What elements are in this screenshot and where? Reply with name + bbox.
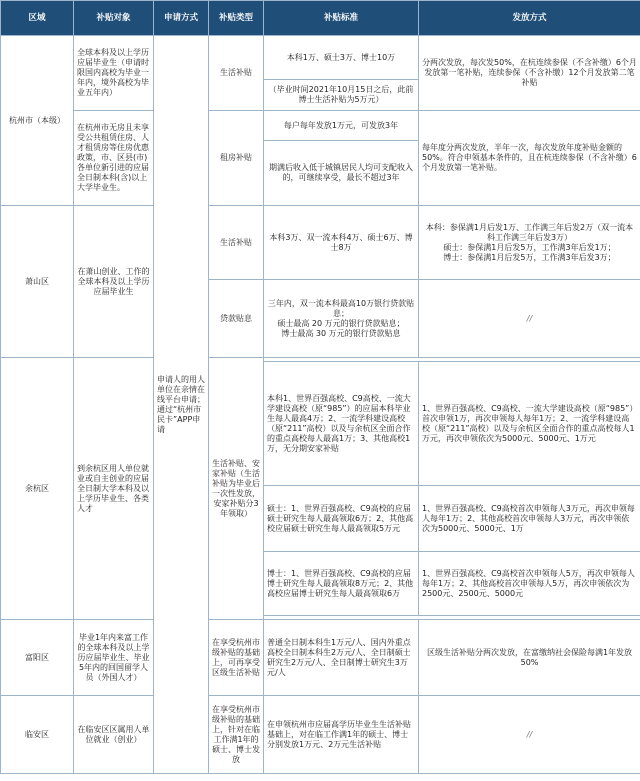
target-hangzhou-b: 在杭州市无房且未享受公共租赁住房、人才租赁房等住房优惠政策，市、区县(市)各单位新引进的应届全日制本科(含)以上大学毕业生。 <box>74 111 154 206</box>
payment-yuhang-master: 1、世界百强高校、C9高校首次申领每人3万元，再次申领每人每年1万；2、其他高校首次申领每人3万元，再次申领依次为5000元、5000元、1万 <box>419 486 640 552</box>
table-row <box>1 206 640 280</box>
target-fuyang: 毕业1年内来富工作的全球本科及以上学历应届毕业生、毕业5年内的回国留学人员（外国人才） <box>74 620 154 696</box>
standard-xiaoshan-loan-3: 博士最高 30 万元的银行贷款贴息 <box>281 328 401 338</box>
standard-xiaoshan-loan-1: 三年内，双一流本科最高10万银行贷款贴息； <box>267 298 415 318</box>
payment-xiaoshan-line-2: 硕士：参保满1月后发5万，工作满3年后发1万； <box>443 242 616 252</box>
table-row <box>1 111 640 141</box>
standard-xiaoshan-living: 本科3万、双一流本科4万、硕士6万、博士8万 <box>264 206 419 280</box>
type-xiaoshan-living: 生活补贴 <box>209 206 264 280</box>
table-row <box>1 696 640 774</box>
payment-linan: // <box>419 696 640 774</box>
type-xiaoshan-loan: 贷款贴息 <box>209 280 264 358</box>
table-row <box>1 36 640 80</box>
payment-xiaoshan-line-1: 本科：参保满1月后发1万、工作满三年后发2万（双一流本科工作满三年后发3万） <box>425 222 634 242</box>
region-hangzhou: 杭州市（本级） <box>1 36 74 206</box>
header-region: 区域 <box>1 1 74 36</box>
target-yuhang: 到余杭区用人单位就业或自主创业的应届全日制大学本科及以上学历毕业生、各类人才 <box>74 358 154 620</box>
standard-yuhang-doctor: 博士：1、世界百强高校、C9高校的应届博士研究生每人最高领取8万元；2、其他高校应届博士研究生每人最高领取6万 <box>264 552 419 616</box>
payment-xiaoshan-loan: // <box>419 280 640 358</box>
standard-xiaoshan-loan <box>264 280 419 358</box>
region-yuhang: 余杭区 <box>1 358 74 620</box>
header-standard: 补贴标准 <box>264 1 419 36</box>
region-fuyang: 富阳区 <box>1 620 74 696</box>
standard-hangzhou-rent-1: 每户每年发放1万元，可发放3年 <box>264 111 419 141</box>
standard-linan: 在申领杭州市应届高学历毕业生生活补贴基础上，对在临工作满1年的硕士、博士分别发放1万元、2万元生活补贴 <box>264 696 419 774</box>
region-xiaoshan: 萧山区 <box>1 206 74 358</box>
payment-fuyang: 区级生活补贴分两次发放，在富缴纳社会保险每满1年发放50% <box>419 620 640 696</box>
header-type: 补贴类型 <box>209 1 264 36</box>
standard-hangzhou-living-2: （毕业时间2021年10月15日之后，此前博士生活补贴为5万元） <box>264 80 419 111</box>
payment-yuhang-doctor: 1、世界百强高校、C9高校首次申领每人5万，再次申领每人每年1万；2、其他高校首次申领每人5万，再次申领依次为2500元、2500元、5000元 <box>419 552 640 616</box>
header-row <box>1 1 640 36</box>
payment-yuhang-bachelor: 1、世界百强高校、C9高校、一流大学建设高校（原“985”）首次申领1万，再次申领每人每年1万；2、一流学科建设高校（原“211”高校）以及与余杭区全面合作的重点高校每人1万元，再次申领依次为5000元、5000元、1万元 <box>419 362 640 486</box>
payment-xiaoshan-living <box>419 206 640 280</box>
type-hangzhou-living: 生活补贴 <box>209 36 264 111</box>
table-row <box>1 620 640 696</box>
target-xiaoshan: 在萧山创业、工作的全球本科及以上学历应届毕业生 <box>74 206 154 358</box>
standard-hangzhou-rent-2: 期满后收入低于城镇居民人均可支配收入的，可继续享受，最长不超过3年 <box>264 141 419 206</box>
apply-method: 申请人的用人单位在亲情在线平台申请；通过“杭州市民卡”APP申请 <box>154 36 209 774</box>
region-linan: 临安区 <box>1 696 74 774</box>
standard-xiaoshan-loan-2: 硕士最高 20 万元的银行贷款贴息； <box>277 318 405 328</box>
header-apply: 申请方式 <box>154 1 209 36</box>
type-yuhang: 生活补贴、安家补贴（生活补贴为毕业后一次性发放，安家补贴分3年领取） <box>209 358 264 620</box>
payment-hangzhou-rent: 每年度分两次发放，半年一次，每次发放年度补贴金额的50%。符合申领基本条件的，且在杭连续参保（不含补缴）6个月发放第一笔补贴。 <box>419 111 640 206</box>
header-payment: 发放方式 <box>419 1 640 36</box>
standard-yuhang-master: 硕士：1、世界百强高校、C9高校的应届硕士研究生每人最高领取6万；2、其他高校应届硕士研究生每人最高领取5万元 <box>264 486 419 552</box>
standard-fuyang: 普通全日制本科生1万元/人、国内外重点高校全日制本科生2万元/人、全日制硕士研究生2万元/人、全日制博士研究生3万元/人 <box>264 620 419 696</box>
target-hangzhou-a: 全球本科及以上学历应届毕业生（申请时限国内高校为毕业一年内，境外高校为毕业五年内） <box>74 36 154 111</box>
type-linan: 在享受杭州市级补贴的基础上，针对在临工作满1年的硕士、博士发放 <box>209 696 264 774</box>
header-target: 补贴对象 <box>74 1 154 36</box>
type-hangzhou-rent: 租房补贴 <box>209 111 264 206</box>
standard-yuhang-bachelor: 本科1、世界百强高校、C9高校、一流大学建设高校（原“985”）的应届本科毕业生每人最高4万；2、一流学科建设高校（原“211”高校）以及与余杭区全面合作的重点高校每人最高1万；3、其他高校1万，无分期安家补贴 <box>264 362 419 486</box>
payment-xiaoshan-line-3: 博士：参保满1月后发5万，工作满3年后发3万； <box>443 252 616 262</box>
target-linan: 在临安区区属用人单位就业（创业） <box>74 696 154 774</box>
type-fuyang: 在享受杭州市级补贴的基础上，可再享受区级生活补贴 <box>209 620 264 696</box>
payment-hangzhou-living: 分两次发放，每次发50%，在杭连续参保（不含补缴）6个月发放第一笔补贴，连续参保（不含补缴）12个月发放第二笔补贴 <box>419 36 640 111</box>
standard-hangzhou-living-1: 本科1万、硕士3万、博士10万 <box>264 36 419 80</box>
